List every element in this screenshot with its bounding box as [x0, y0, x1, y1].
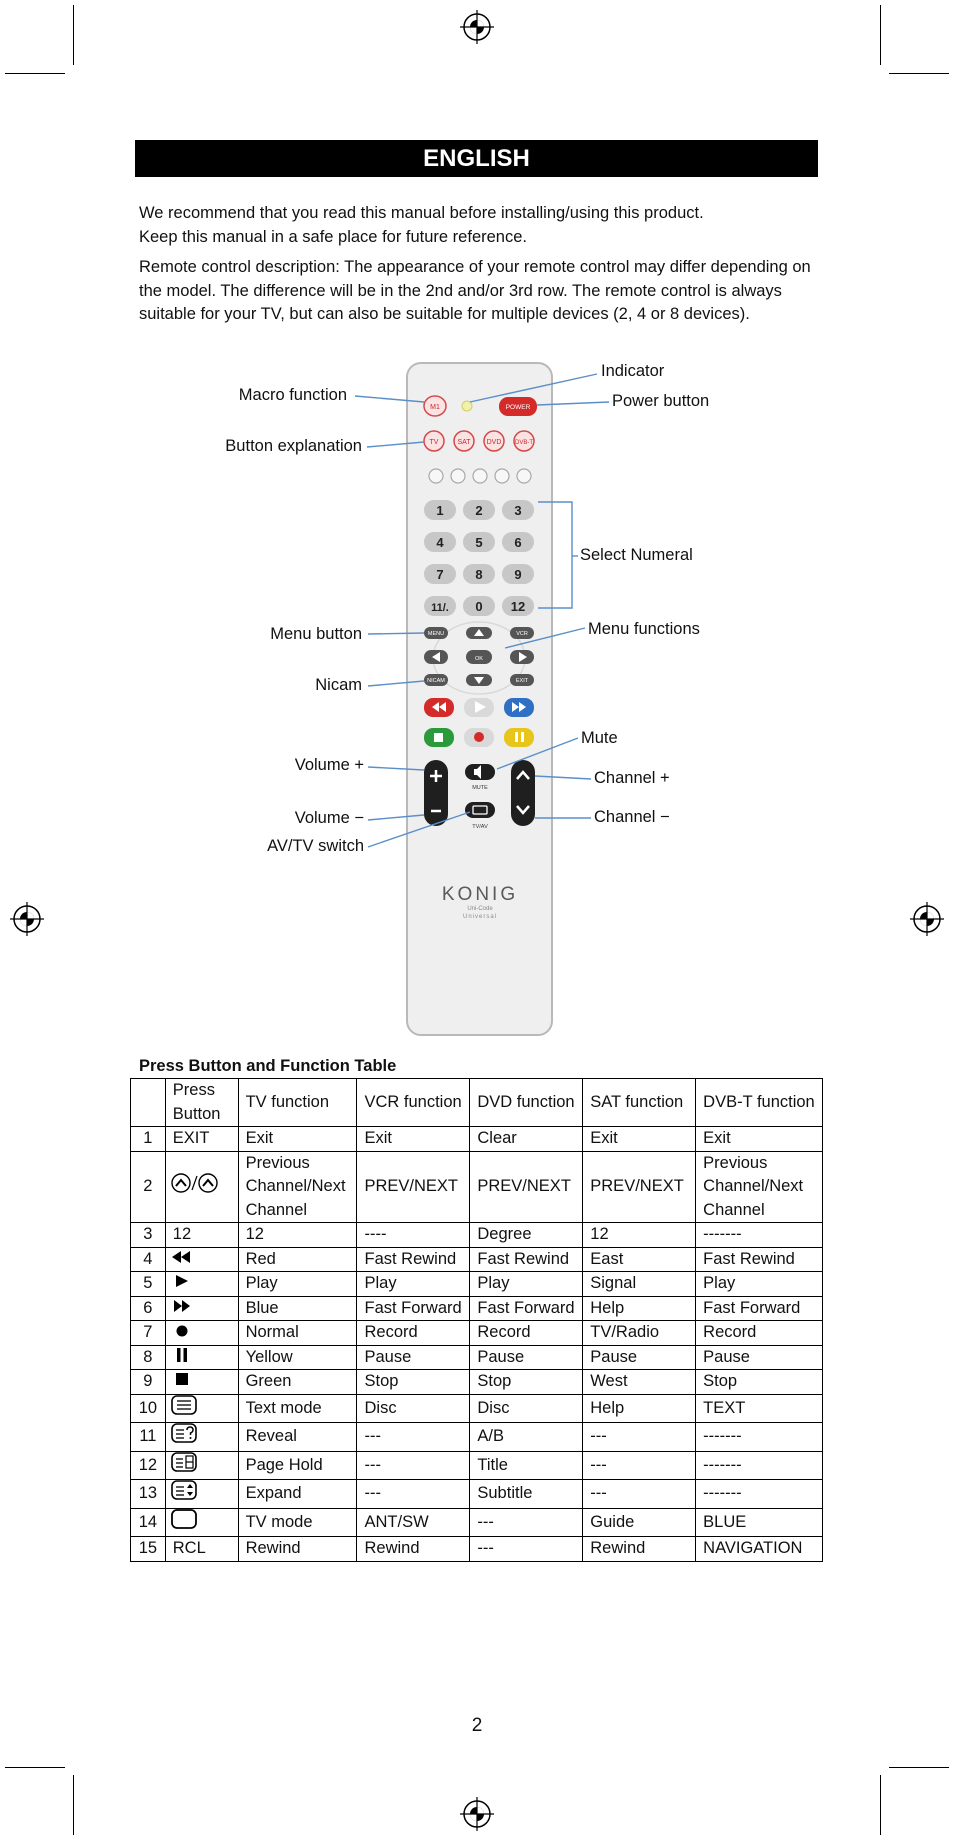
fast-forward-icon [170, 1299, 194, 1313]
play-button[interactable] [464, 698, 494, 717]
channel-up-down-icon [170, 1172, 220, 1194]
svg-text:DVB-T: DVB-T [515, 440, 533, 446]
brand-sub-1: Uni-Code [467, 906, 493, 912]
expand-button[interactable] [517, 469, 531, 483]
svg-text:VCR: VCR [516, 631, 528, 637]
page-hold-button[interactable] [495, 469, 509, 483]
svg-text:4: 4 [436, 535, 444, 550]
label-indicator: Indicator [601, 362, 665, 380]
label-volume-plus: Volume + [294, 756, 364, 774]
play-icon [170, 1274, 194, 1288]
brand-sub-2: Universal [462, 914, 498, 920]
exit-button[interactable] [510, 674, 534, 686]
svg-text:1: 1 [436, 503, 444, 518]
nav-right-button[interactable] [510, 650, 534, 664]
rewind-icon [170, 1250, 194, 1264]
label-power-button: Power button [612, 392, 710, 410]
svg-text:TV: TV [429, 439, 439, 446]
expand-icon [170, 1480, 198, 1500]
function-table [130, 1078, 823, 1562]
svg-text:MENU: MENU [427, 631, 445, 637]
label-macro-function: Macro function [238, 386, 347, 404]
svg-text:12: 12 [510, 599, 526, 614]
svg-text:8: 8 [475, 567, 483, 582]
svg-text:EXIT: EXIT [515, 678, 529, 684]
svg-text:MUTE: MUTE [472, 785, 488, 791]
label-av-tv-switch: AV/TV switch [267, 837, 364, 855]
tv-mode-icon [170, 1509, 198, 1529]
nicam-button[interactable] [424, 674, 448, 686]
svg-text:7: 7 [436, 567, 444, 582]
header-cell: VCR function [357, 1079, 470, 1127]
header-cell: TV function [238, 1079, 357, 1127]
remote-description: Remote control description: The appearance of your remote control may differ depending on the model. The difference will be in the 2nd and/or 3rd row. The remote control is always suitable for your TV, but can also be suitable for multiple devices (2, 4 or 8 devices). [139, 258, 811, 323]
header-cell: DVB-T function [696, 1079, 823, 1127]
label-select-numeral: Select Numeral [580, 546, 693, 564]
table-row: 4 Red Fast Rewind Fast Rewind East Fast Rewind [131, 1247, 823, 1272]
rewind-button[interactable] [424, 698, 454, 717]
label-channel-minus: Channel − [594, 808, 670, 826]
info-button[interactable] [473, 469, 487, 483]
device-button-tv[interactable] [424, 431, 444, 451]
menu-button[interactable] [424, 627, 448, 639]
svg-text:5: 5 [475, 535, 483, 550]
nav-up-button[interactable] [466, 627, 492, 639]
table-row: 1 EXIT Exit Exit Clear Exit Exit [131, 1127, 823, 1152]
table-row: 12 Page Hold --- Title --- ------- [131, 1451, 823, 1480]
nav-left-button[interactable] [424, 650, 448, 664]
table-row: 13 Expand --- Subtitle --- ------- [131, 1480, 823, 1509]
table-row: 10 Text mode Disc Disc Help TEXT [131, 1394, 823, 1423]
crop-mark-bottom-right-horizontal [889, 1767, 949, 1768]
label-menu-button: Menu button [270, 625, 362, 643]
table-header-row [131, 1079, 823, 1127]
macro-button[interactable] [424, 396, 446, 416]
fast-forward-button[interactable] [504, 698, 534, 717]
svg-text:2: 2 [475, 503, 483, 518]
device-button-dvbt[interactable] [514, 431, 534, 451]
table-row: 3 12 12 ---- Degree 12 ------- [131, 1223, 823, 1248]
crop-mark-bottom-left-vertical [73, 1775, 74, 1835]
record-button[interactable] [464, 728, 494, 747]
language-banner: ENGLISH [135, 140, 818, 177]
svg-text:11/.: 11/. [431, 602, 449, 614]
svg-text:DVD: DVD [486, 439, 502, 446]
volume-rocker[interactable] [424, 760, 448, 826]
table-title: Press Button and Function Table [139, 1057, 397, 1075]
label-channel-plus: Channel + [594, 769, 670, 787]
ok-button[interactable] [466, 650, 492, 664]
device-button-sat[interactable] [454, 431, 474, 451]
nav-down-button[interactable] [466, 674, 492, 686]
pause-button[interactable] [504, 728, 534, 747]
pause-icon [170, 1348, 194, 1362]
header-cell: SAT function [583, 1079, 696, 1127]
svg-text:6: 6 [514, 535, 522, 550]
page-number: 2 [471, 1715, 483, 1736]
page-hold-icon [170, 1452, 198, 1472]
brand-logo: KONIG [441, 884, 519, 905]
svg-text:TV/AV: TV/AV [472, 824, 488, 830]
table-row: 8 Yellow Pause Pause Pause Pause [131, 1345, 823, 1370]
header-cell: Press Button [165, 1079, 238, 1127]
header-cell: DVD function [470, 1079, 583, 1127]
text-mode-icon [170, 1395, 198, 1415]
header-cell [131, 1079, 166, 1127]
label-button-explanation: Button explanation [225, 437, 362, 455]
crop-mark-bottom-right-vertical [880, 1775, 881, 1835]
table-row: 7 Normal Record Record TV/Radio Record [131, 1321, 823, 1346]
table-row: 9 Green Stop Stop West Stop [131, 1370, 823, 1395]
reveal-icon [170, 1423, 198, 1443]
registration-mark-bottom [460, 1797, 494, 1831]
vcr-button[interactable] [510, 627, 534, 639]
intro-line-1: We recommend that you read this manual before installing/using this product. [139, 204, 704, 222]
crop-mark-bottom-left-horizontal [5, 1767, 65, 1768]
stop-button[interactable] [424, 728, 454, 747]
table-row: 11 Reveal --- A/B --- ------- [131, 1423, 823, 1452]
table-row: 2 Previous Channel/Next Channel PREV/NEXT PREV/NEXT PREV/NEXT Previous Channel/Next Channel [131, 1151, 823, 1223]
table-row: 14 TV mode ANT/SW --- Guide BLUE [131, 1508, 823, 1537]
power-button[interactable] [499, 397, 537, 416]
svg-text:M1: M1 [430, 404, 440, 411]
label-mute: Mute [581, 729, 618, 747]
record-icon [170, 1323, 194, 1337]
channel-rocker[interactable] [511, 760, 535, 826]
intro-line-2: Keep this manual in a safe place for future reference. [139, 227, 527, 246]
text-mode-button[interactable] [429, 469, 443, 483]
label-menu-functions: Menu functions [588, 620, 700, 638]
svg-text:SAT: SAT [457, 439, 471, 446]
table-row: 5 Play Play Play Signal Play [131, 1272, 823, 1297]
svg-text:9: 9 [514, 567, 522, 582]
svg-text:NICAM: NICAM [427, 678, 445, 684]
label-nicam: Nicam [315, 676, 362, 694]
svg-text:0: 0 [475, 599, 483, 614]
stop-icon [170, 1372, 194, 1386]
svg-text:POWER: POWER [505, 404, 531, 411]
device-button-dvd[interactable] [484, 431, 504, 451]
reveal-button[interactable] [451, 469, 465, 483]
label-volume-minus: Volume − [294, 809, 364, 827]
svg-text:OK: OK [475, 656, 483, 662]
svg-text:3: 3 [514, 503, 522, 518]
table-row: 6 Blue Fast Forward Fast Forward Help Fast Forward [131, 1296, 823, 1321]
table-row: 15 RCL Rewind Rewind --- Rewind NAVIGATION [131, 1537, 823, 1562]
